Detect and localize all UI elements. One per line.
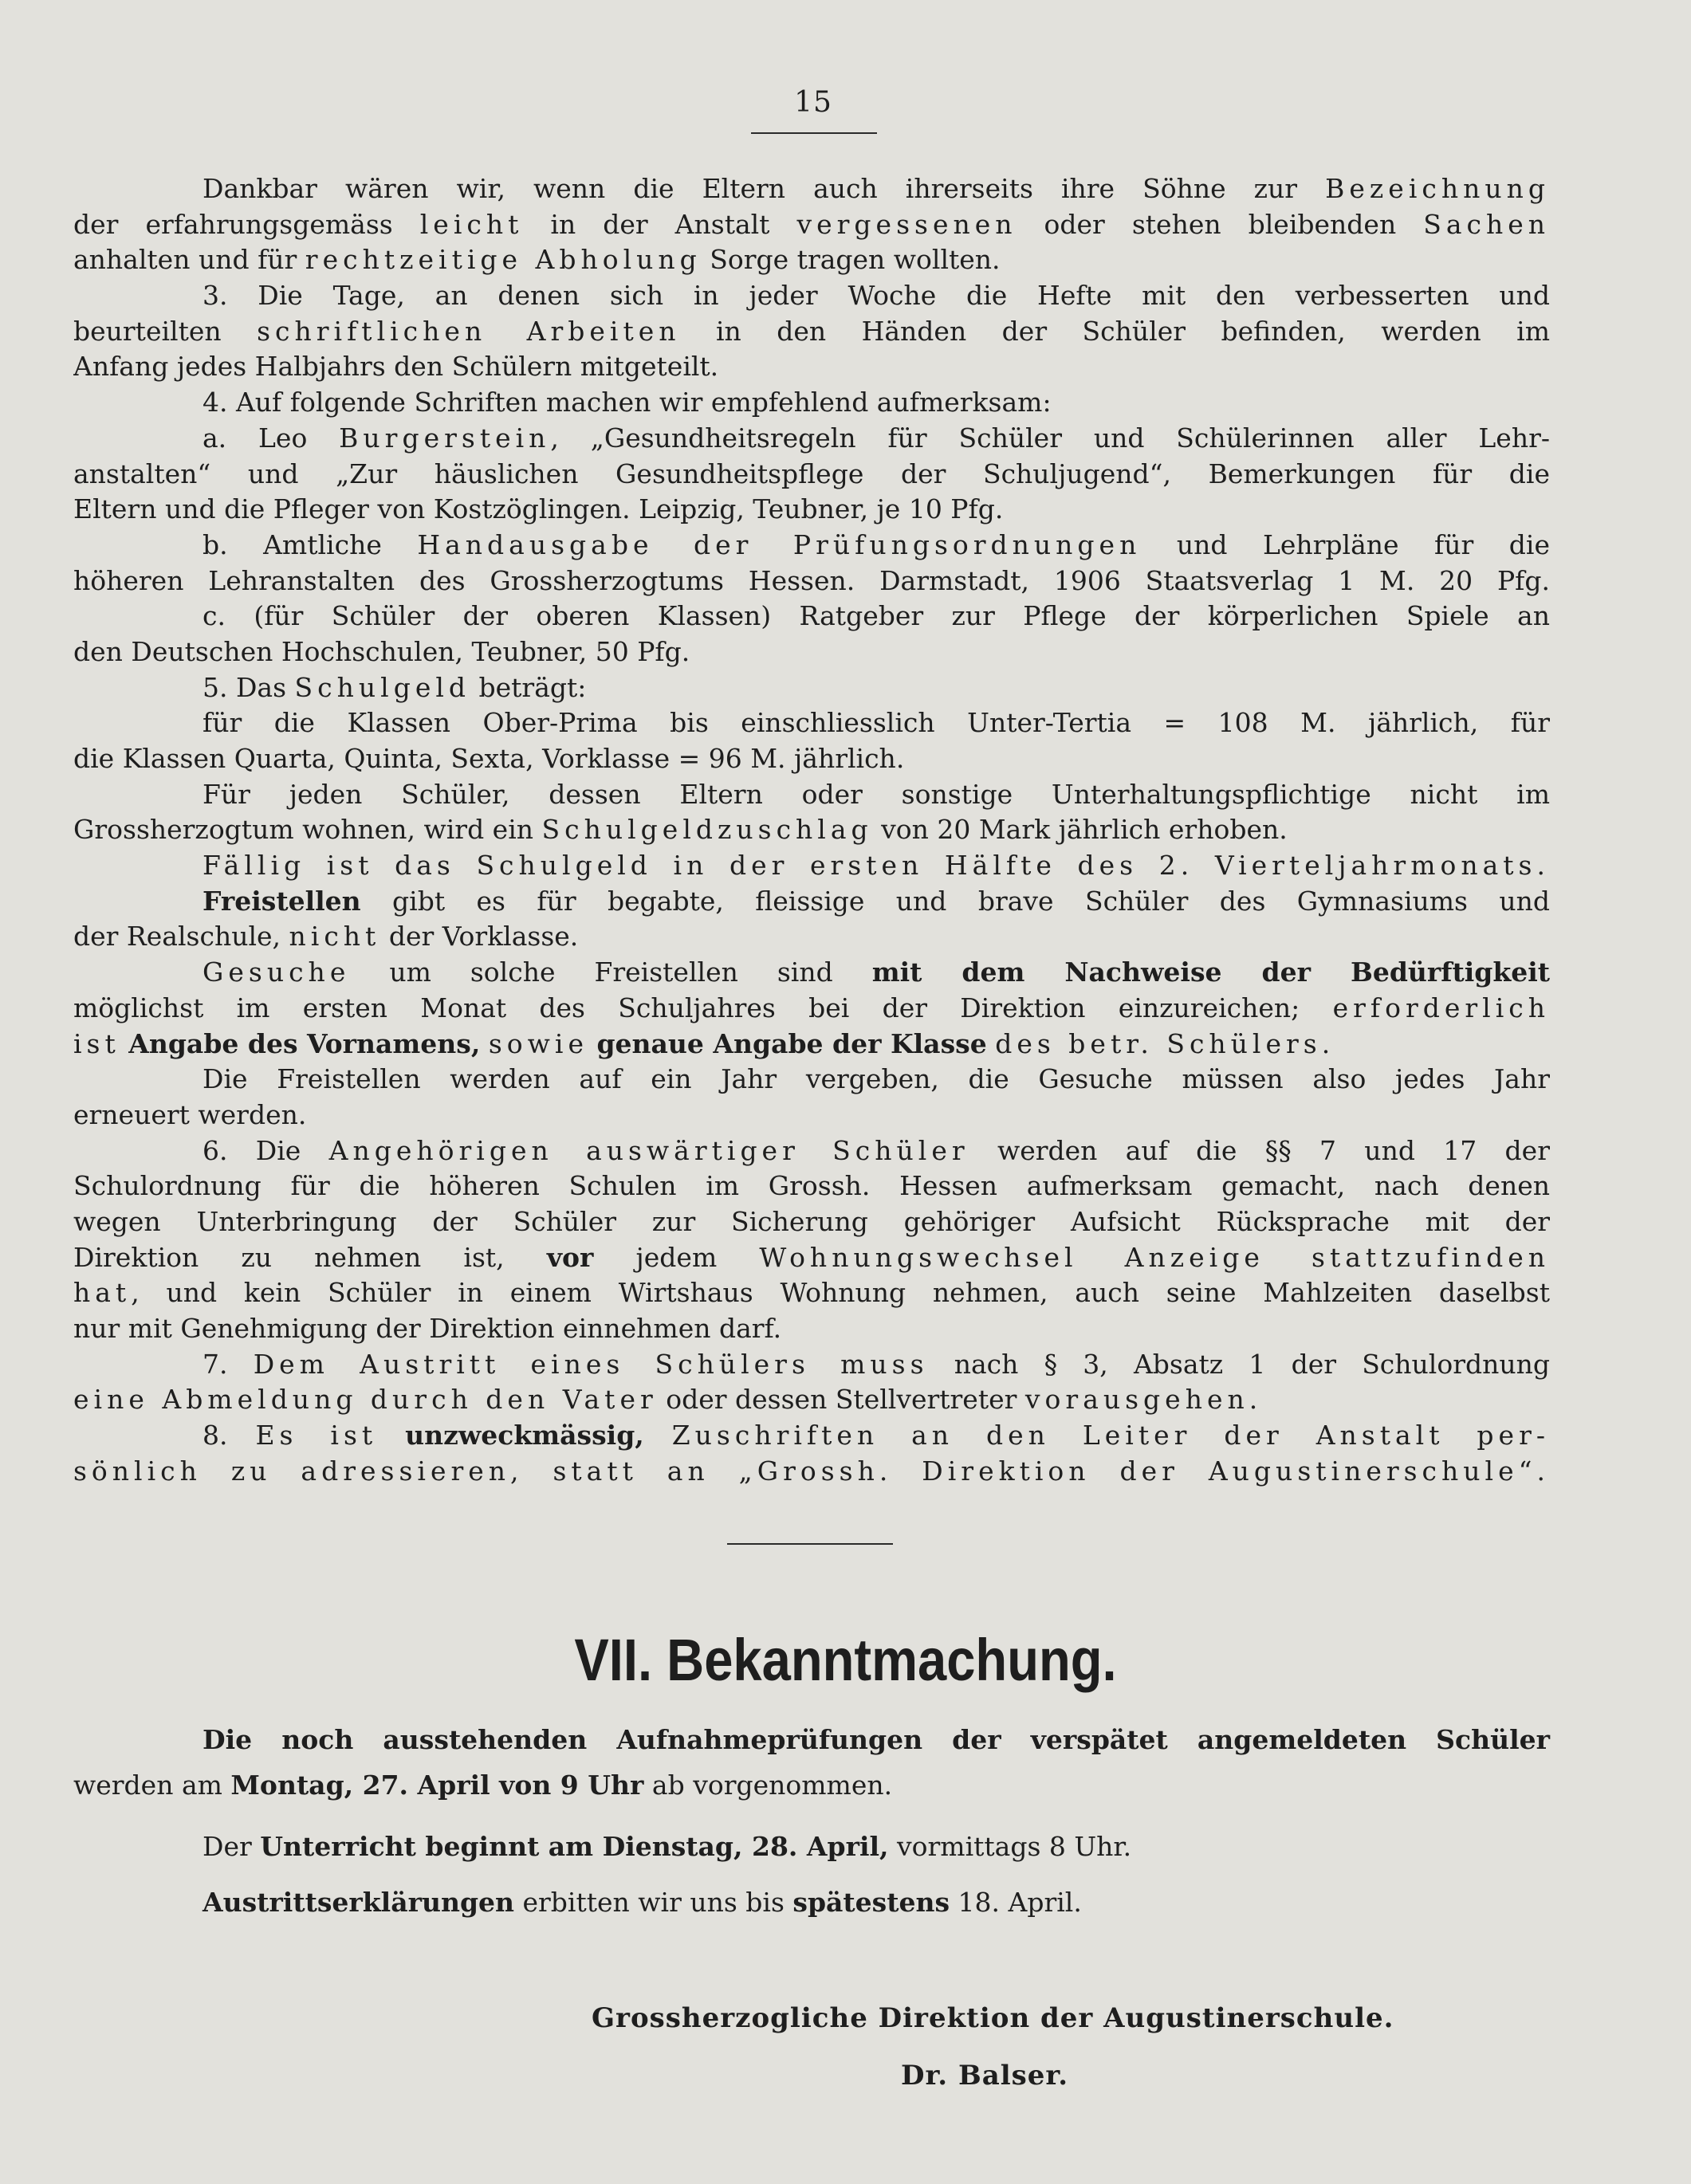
text-segment: beträgt: — [470, 671, 587, 703]
text-segment: a. Leo — [203, 422, 340, 454]
text-segment: beurteilten — [73, 315, 258, 347]
text-line — [73, 1347, 1550, 1383]
text-line — [73, 1382, 1550, 1418]
text-segment: ist — [73, 1027, 120, 1059]
text-segment: 5. Das — [203, 671, 295, 703]
text-segment: der verspätet angemeldeten Schüler — [922, 1724, 1550, 1755]
signature-name: Dr. Balser. — [901, 2060, 1069, 2092]
text-line — [73, 991, 1550, 1027]
text-segment: Montag, 27. April von 9 Uhr — [230, 1770, 644, 1801]
text-segment: Die Freistellen werden auf ein Jahr vergeben, die Gesuche müssen also jedes Jahr — [203, 1063, 1550, 1095]
text-segment: erbitten wir uns bis — [514, 1887, 793, 1918]
text-line — [73, 1133, 1550, 1169]
text-segment: Zuschriften an den Leiter der Anstalt per- — [671, 1420, 1550, 1451]
text-segment: von 20 Mark jährlich erhoben. — [872, 814, 1288, 846]
text-line — [73, 385, 1550, 421]
text-segment: möglichst im ersten Monat des Schuljahres bei der Direktion einzureichen; — [73, 992, 1333, 1023]
text-segment: vormittags 8 Uhr. — [888, 1831, 1132, 1862]
text-segment: Grossherzogtum wohnen, wird ein — [73, 814, 542, 846]
text-line — [73, 919, 1550, 955]
text-line — [73, 349, 1550, 385]
text-segment: Der — [203, 1831, 261, 1862]
text-line — [73, 884, 1550, 920]
notice-withdrawals — [73, 1887, 1550, 1918]
text-segment: vergessenen — [796, 208, 1017, 240]
text-segment: Anfang jedes Halbjahrs den Schülern mitgeteilt. — [73, 351, 719, 383]
text-segment: in der Anstalt — [523, 208, 797, 240]
header-rule — [751, 132, 877, 134]
text-segment: werden auf die §§ 7 und 17 der — [969, 1134, 1550, 1166]
text-line — [73, 634, 1550, 670]
text-line — [73, 812, 1550, 848]
text-segment — [120, 1028, 129, 1059]
text-line — [73, 1275, 1550, 1311]
text-segment: , und kein Schüler in einem Wirtshaus Wohnung nehmen, auch seine Mahlzeiten daselbst — [131, 1277, 1550, 1309]
text-line — [73, 1169, 1550, 1204]
text-segment — [644, 1420, 672, 1451]
text-segment: genaue Angabe der Klasse — [596, 1027, 987, 1059]
notice-entrance-exams — [73, 1724, 1550, 1755]
text-line — [73, 314, 1550, 350]
notice-classes-begin — [73, 1831, 1550, 1862]
notice-exam-date — [73, 1770, 1550, 1801]
text-segment: oder stehen bleibenden — [1017, 208, 1424, 240]
text-segment: Für jeden Schüler, dessen Eltern oder sonstige Unterhaltungspflichtige nicht im — [203, 778, 1550, 810]
text-segment: Die noch ausstehenden — [203, 1724, 617, 1755]
page-number: 15 — [794, 86, 832, 119]
text-segment: hat — [73, 1277, 132, 1309]
text-line — [73, 1240, 1550, 1276]
text-segment: Austrittserklärungen — [203, 1887, 515, 1918]
text-segment: erforderlich — [1332, 992, 1550, 1023]
text-segment — [377, 1420, 405, 1451]
text-line — [73, 705, 1550, 741]
text-segment: vor — [546, 1241, 594, 1273]
text-line — [73, 564, 1550, 599]
regulations-text — [73, 171, 1550, 1489]
text-line — [73, 670, 1550, 706]
text-segment: spätestens — [792, 1887, 950, 1918]
text-segment — [987, 1028, 996, 1059]
text-segment: oder dessen Stellvertreter — [657, 1384, 1025, 1416]
text-segment: vorausgehen. — [1024, 1384, 1263, 1416]
text-line — [73, 955, 1550, 991]
text-segment: die Klassen Quarta, Quinta, Sexta, Vorklasse = 96 M. jährlich. — [73, 743, 905, 774]
text-segment: anstalten“ und „Zur häuslichen Gesundheitspflege der Schuljugend“, Bemerkungen für die — [73, 458, 1550, 489]
text-segment: nach § 3, Absatz 1 der Schulordnung — [928, 1348, 1550, 1380]
text-line — [73, 242, 1550, 278]
text-line — [73, 278, 1550, 314]
text-line — [73, 1418, 1550, 1454]
text-segment: c. (für Schüler der oberen Klassen) Ratgeber zur Pflege der körperlichen Spiele an — [203, 600, 1550, 632]
text-segment: Freistellen — [203, 885, 361, 917]
text-segment: Bezeichnung — [1325, 173, 1550, 204]
text-segment: mit dem Nachweise der Bedürftigkeit — [871, 956, 1550, 988]
text-segment: 8. — [203, 1420, 256, 1451]
text-segment: 6. Die — [203, 1134, 329, 1166]
text-segment: der erfahrungsgemäss — [73, 208, 420, 240]
text-line — [73, 492, 1550, 528]
text-segment: wegen Unterbringung der Schüler zur Sicherung gehöriger Aufsicht Rücksprache mit der — [73, 1205, 1550, 1237]
text-segment: Schulordnung für die höheren Schulen im Grossh. Hessen aufmerksam gemacht, nach denen — [73, 1170, 1550, 1202]
text-segment: anhalten und für — [73, 244, 305, 276]
text-segment: und Lehrpläne für die — [1141, 528, 1550, 560]
text-line — [73, 1062, 1550, 1098]
text-segment: eine Abmeldung durch den Vater — [73, 1384, 658, 1416]
text-segment: Es ist — [255, 1420, 378, 1451]
text-line — [73, 741, 1550, 777]
text-line — [73, 1311, 1550, 1347]
text-line — [73, 848, 1550, 884]
text-line — [73, 457, 1550, 493]
text-line — [73, 1454, 1550, 1490]
text-segment: in den Händen der Schüler befinden, werden im — [680, 315, 1550, 347]
text-segment: Wohnungswechsel Anzeige stattzufinden — [759, 1241, 1550, 1273]
text-line — [73, 777, 1550, 813]
text-segment: höheren Lehranstalten des Grossherzogtums Hessen. Darmstadt, 1906 Staatsverlag 1 M. 20 Pfg. — [73, 564, 1550, 596]
text-segment: Sorge tragen wollten. — [701, 244, 1001, 276]
text-segment: Fällig ist das Schulgeld in der ersten Hälfte des 2. Vierteljahrmonats. — [203, 850, 1550, 882]
text-segment: Angehörigen auswärtiger Schüler — [328, 1134, 969, 1166]
text-segment: Unterricht beginnt am Dienstag, 28. April, — [260, 1831, 889, 1862]
text-line — [73, 1098, 1550, 1133]
text-segment: rechtzeitige Abholung — [305, 244, 702, 276]
section-divider — [727, 1543, 893, 1545]
text-line — [73, 528, 1550, 564]
text-segment: Angabe des Vornamens, — [128, 1027, 481, 1059]
section-heading: VII. Bekanntmachung. — [574, 1627, 1117, 1693]
text-line — [73, 171, 1550, 207]
text-segment: um solche Freistellen sind — [350, 956, 872, 988]
text-segment: gibt es für begabte, fleissige und brave Schüler des Gymnasiums und — [360, 885, 1550, 917]
text-segment: 3. Die Tage, an denen sich in jeder Woche die Hefte mit den verbesserten und — [203, 280, 1550, 312]
text-segment: Burgerstein — [339, 422, 551, 454]
text-segment: Aufnahmeprüfungen — [616, 1724, 923, 1755]
text-segment: unzweckmässig, — [405, 1420, 644, 1451]
signature-institution: Grossherzogliche Direktion der Augustinerschule. — [592, 2002, 1394, 2034]
text-line — [73, 421, 1550, 457]
text-line — [73, 1204, 1550, 1240]
text-segment: werden am — [73, 1770, 231, 1801]
text-segment: Sachen — [1423, 208, 1550, 240]
text-segment — [480, 1028, 489, 1059]
text-segment: Eltern und die Pfleger von Kostzöglingen. Leipzig, Teubner, je 10 Pfg. — [73, 493, 1004, 525]
text-segment: Dankbar wären wir, wenn die Eltern auch ihrerseits ihre Söhne zur — [203, 173, 1326, 204]
text-segment — [588, 1028, 597, 1059]
text-segment: Schulgeld — [294, 671, 471, 703]
text-segment: nur mit Genehmigung der Direktion einnehmen darf. — [73, 1313, 782, 1344]
text-segment: jedem — [593, 1241, 760, 1273]
text-segment: 18. April. — [950, 1887, 1082, 1918]
text-segment: sowie — [488, 1027, 588, 1059]
text-segment: des betr. Schülers. — [995, 1027, 1335, 1059]
text-segment: ab vorgenommen. — [643, 1770, 893, 1801]
text-segment: Gesuche — [203, 956, 351, 988]
text-segment: b. Amtliche — [203, 528, 418, 560]
text-segment: Direktion zu nehmen ist, — [73, 1241, 547, 1273]
text-segment: leicht — [419, 208, 524, 240]
text-segment: den Deutschen Hochschulen, Teubner, 50 Pfg. — [73, 635, 690, 667]
text-segment: Schulgeldzuschlag — [541, 814, 873, 846]
text-line — [73, 1027, 1550, 1063]
text-segment: Dem Austritt eines Schülers muss — [253, 1348, 929, 1380]
text-segment: schriftlichen Arbeiten — [257, 315, 681, 347]
text-segment: sönlich zu adressieren, statt an „Grossh. Direktion der Augustinerschule“. — [73, 1455, 1550, 1487]
text-line — [73, 599, 1550, 634]
text-line — [73, 207, 1550, 243]
text-segment: erneuert werden. — [73, 1098, 307, 1130]
text-segment: für die Klassen Ober-Prima bis einschliesslich Unter-Tertia = 108 M. jährlich, für — [203, 707, 1550, 739]
text-segment: , „Gesundheitsregeln für Schüler und Schülerinnen aller Lehr- — [550, 422, 1550, 454]
text-segment: 7. — [203, 1348, 254, 1380]
text-segment: der Realschule, — [73, 921, 289, 953]
text-segment: 4. Auf folgende Schriften machen wir empfehlend aufmerksam: — [203, 387, 1052, 418]
text-segment: nicht — [289, 921, 381, 953]
text-segment: der Vorklasse. — [380, 921, 579, 953]
text-segment: Handausgabe der Prüfungsordnungen — [417, 528, 1142, 560]
